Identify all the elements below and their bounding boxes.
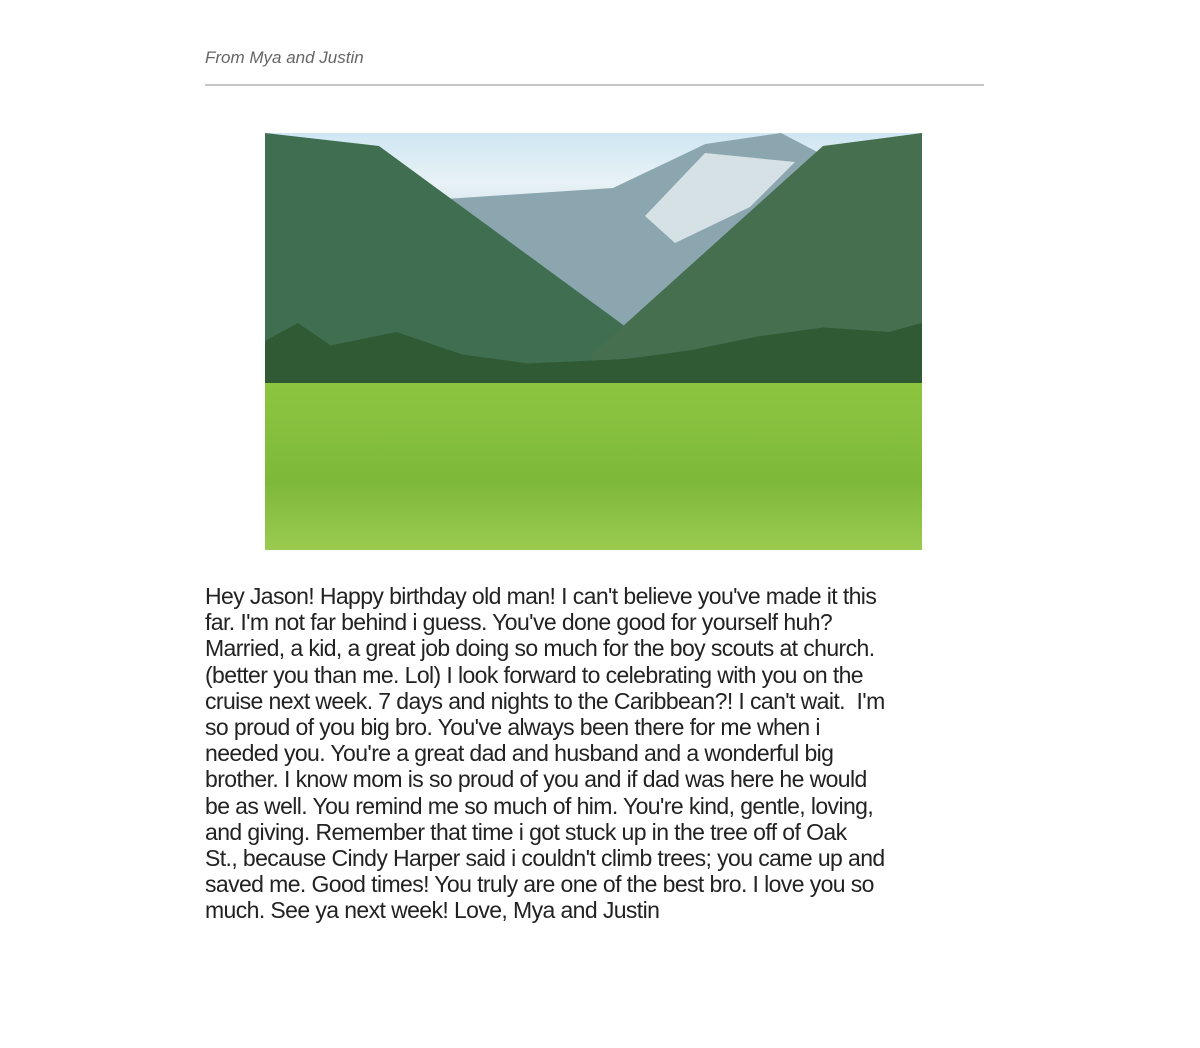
message-line: Married, a kid, a great job doing so much for the boy scouts at church. <box>205 635 875 662</box>
message-line: Hey Jason! Happy birthday old man! I can't believe you've made it this <box>205 583 877 609</box>
message-line: brother. I know mom is so proud of you and if dad was here he would <box>205 766 867 793</box>
message-line: far. I'm not far behind i guess. You've done good for yourself huh? <box>205 609 833 636</box>
divider <box>205 84 984 86</box>
message-line: saved me. Good times! You truly are one of the best bro. I love you so <box>205 871 874 898</box>
message-line: and giving. Remember that time i got stuck up in the tree off of Oak <box>205 818 847 845</box>
message-line: needed you. You're a great dad and husband and a wonderful big <box>205 740 834 767</box>
message-line: much. See ya next week! Love, Mya and Justin <box>205 897 660 924</box>
message-line: so proud of you big bro. You've always been there for me when i <box>205 713 820 740</box>
message-line: cruise next week. 7 days and nights to the Caribbean?! I can't wait. I'm <box>205 687 885 714</box>
message-body <box>205 583 885 923</box>
message-line: (better you than me. Lol) I look forward to celebrating with you on the <box>205 661 864 688</box>
photo-meadow <box>265 383 922 550</box>
message-line: St., because Cindy Harper said i couldn't climb trees; you came up and <box>205 844 885 871</box>
message-line: be as well. You remind me so much of him. You're kind, gentle, loving, <box>205 792 874 819</box>
from-line: From Mya and Justin <box>205 48 364 67</box>
family-horseback-photo <box>265 133 922 550</box>
